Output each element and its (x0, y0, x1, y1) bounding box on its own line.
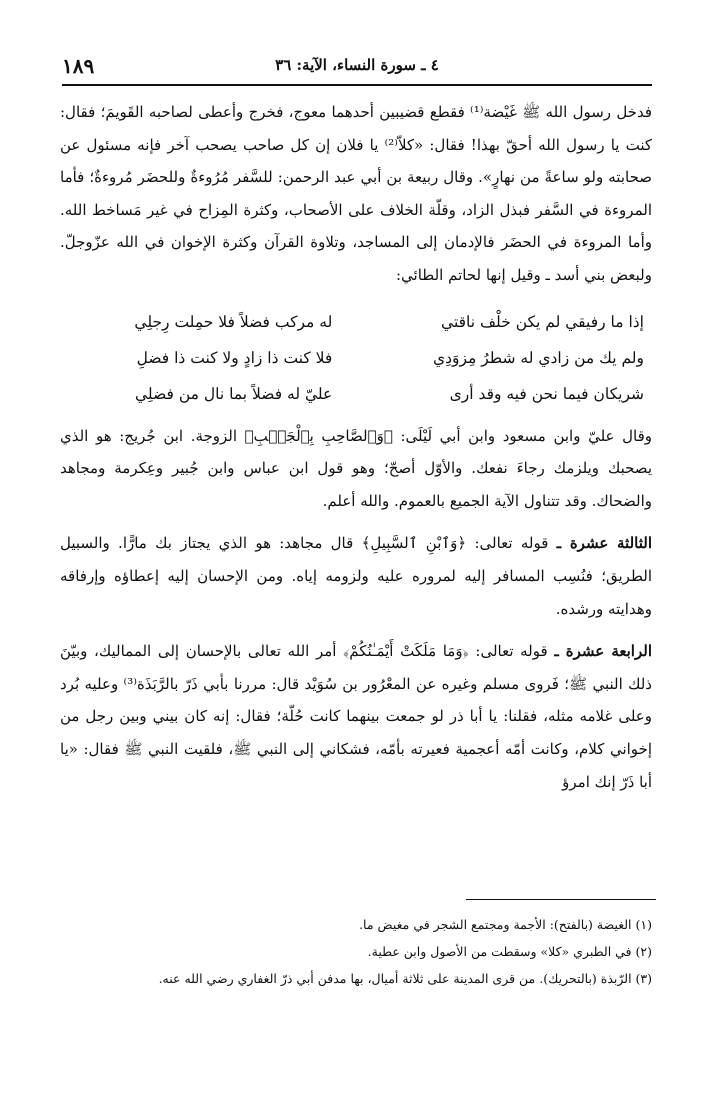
verse-second-hemistich: له مركب فضلاً فلا حمِلت رِجلِي (134, 312, 333, 331)
running-title: ٤ ـ سورة النساء، الآية: ٣٦ (275, 56, 439, 74)
section-heading: الرابعة عشرة ـ (554, 642, 652, 661)
verse-line (60, 304, 652, 340)
section-14 (60, 635, 652, 798)
verse-line (60, 340, 652, 376)
verse-second-hemistich: عليّ له فضلاً بما نال من فضلِي (135, 384, 333, 403)
section-text: قوله تعالى: ﴿وَٱبْنِ ٱلسَّبِيلِ﴾ قال مجاهد: هو الذي يجتاز بك مارًّا. والسبيل الطريق؛ فنُسِب المسافر إليه لمروره عليه ولزومه إياه. ومن الإحسان إليه إعطاؤه وإرفاقه وهدايته ورشده. (60, 534, 652, 618)
verse-line (60, 376, 652, 412)
paragraph: فدخل رسول الله ﷺ غَيْضة⁽¹⁾ فقطع قضيبين أحدهما معوج، فخرج وأعطى لصاحبه القَويمَ؛ فقال: كنت يا رسول الله أحقّ بهذا! فقال: «كلاّ⁽²⁾ يا فلان إن كل صاحب يصحب آخر فإنه مسئول عن صحابته ولو ساعةً من نهارٍ». وقال ربيعة بن أبي عبد الرحمن: للسَّفر مُرُوءةٌ وللحضَر مُروءةٌ؛ فأما المروءة في السَّفر فبذل الزاد، وقلّة الخلاف على الأصحاب، وكثرة المِزاح في غير مَساخط الله. وأما المروءة في الحضَر فالإدمان إلى المساجد، وتلاوة القرآن وكثرة الإخوان في الله عزّوجلّ. ولبعض بني أسد ـ وقيل إنها لحاتم الطائي: (60, 103, 652, 284)
section-text: قوله تعالى: ﴿وَمَا مَلَكَتْ أَيْمَـٰنُكُمْ﴾ أمر الله تعالى بالإحسان إلى المماليك، وبيّنَ ذلك النبي ﷺ؛ فَروى مسلم وغيره عن المعْرُور بن سُوَيْد قال: مررنا بأبي ذَرّ بالرَّبَذَة⁽³⁾ وعليه بُرد وعلى غلامه مثله، فقلنا: يا أبا ذر لو جمعت بينهما كانت حُلّة؛ فقال: إنه كان بيني وبين رجل من إخواني كلام، وكانت أمّه أعجمية فعيرته بأمّه، فشكاني إلى النبي ﷺ، فلقيت النبي ﷺ فقال: «يا أبا ذَرّ إنك امرؤ (60, 642, 652, 791)
footnote: (٣) الرّبذة (بالتحريك). من قرى المدينة على ثلاثة أميال، بها مدفن أبي ذرّ الغفاري رضي الله عنه. (158, 971, 652, 986)
verse-first-hemistich: إذا ما رفيقي لم يكن خلْف ناقتي (441, 312, 644, 331)
page-header (62, 52, 652, 84)
section-13 (60, 527, 652, 625)
footnotes (60, 911, 652, 992)
header-rule (62, 84, 652, 86)
main-text (60, 96, 652, 798)
section-heading: الثالثة عشرة ـ (556, 534, 652, 553)
footnote: (٢) في الطبري «كلا» وسقطت من الأصول وابن عطية. (367, 944, 652, 959)
footnote-rule (466, 899, 656, 900)
paragraph: وقال عليّ وابن مسعود وابن أبي لَيْلَى: ﴿وَٱلصَّاحِبِ بِٱلْجَنۢبِ﴾ الزوجة. ابن جُريج: هو الذي يصحبك ويلزمك رجاءَ نفعك. والأوّل أصحّ؛ وهو قول ابن عباس وابن جُبير وعِكرمة ومجاهد والضحاك. وقد تتناول الآية الجميع بالعموم. والله أعلم. (60, 426, 652, 510)
footnote: (١) الغيضة (بالفتح): الأجمة ومجتمع الشجر في مغيض ما. (359, 917, 652, 932)
verse-first-hemistich: شريكان فيما نحن فيه وقد أرى (449, 384, 644, 403)
verse-first-hemistich: ولم يك من زادي له شطرُ مِزوَدِي (432, 348, 644, 367)
verse-second-hemistich: فلا كنت ذا زادٍ ولا كنت ذا فضلِ (136, 348, 333, 367)
poem-verses (60, 304, 652, 412)
page-number: ١٨٩ (62, 54, 95, 78)
